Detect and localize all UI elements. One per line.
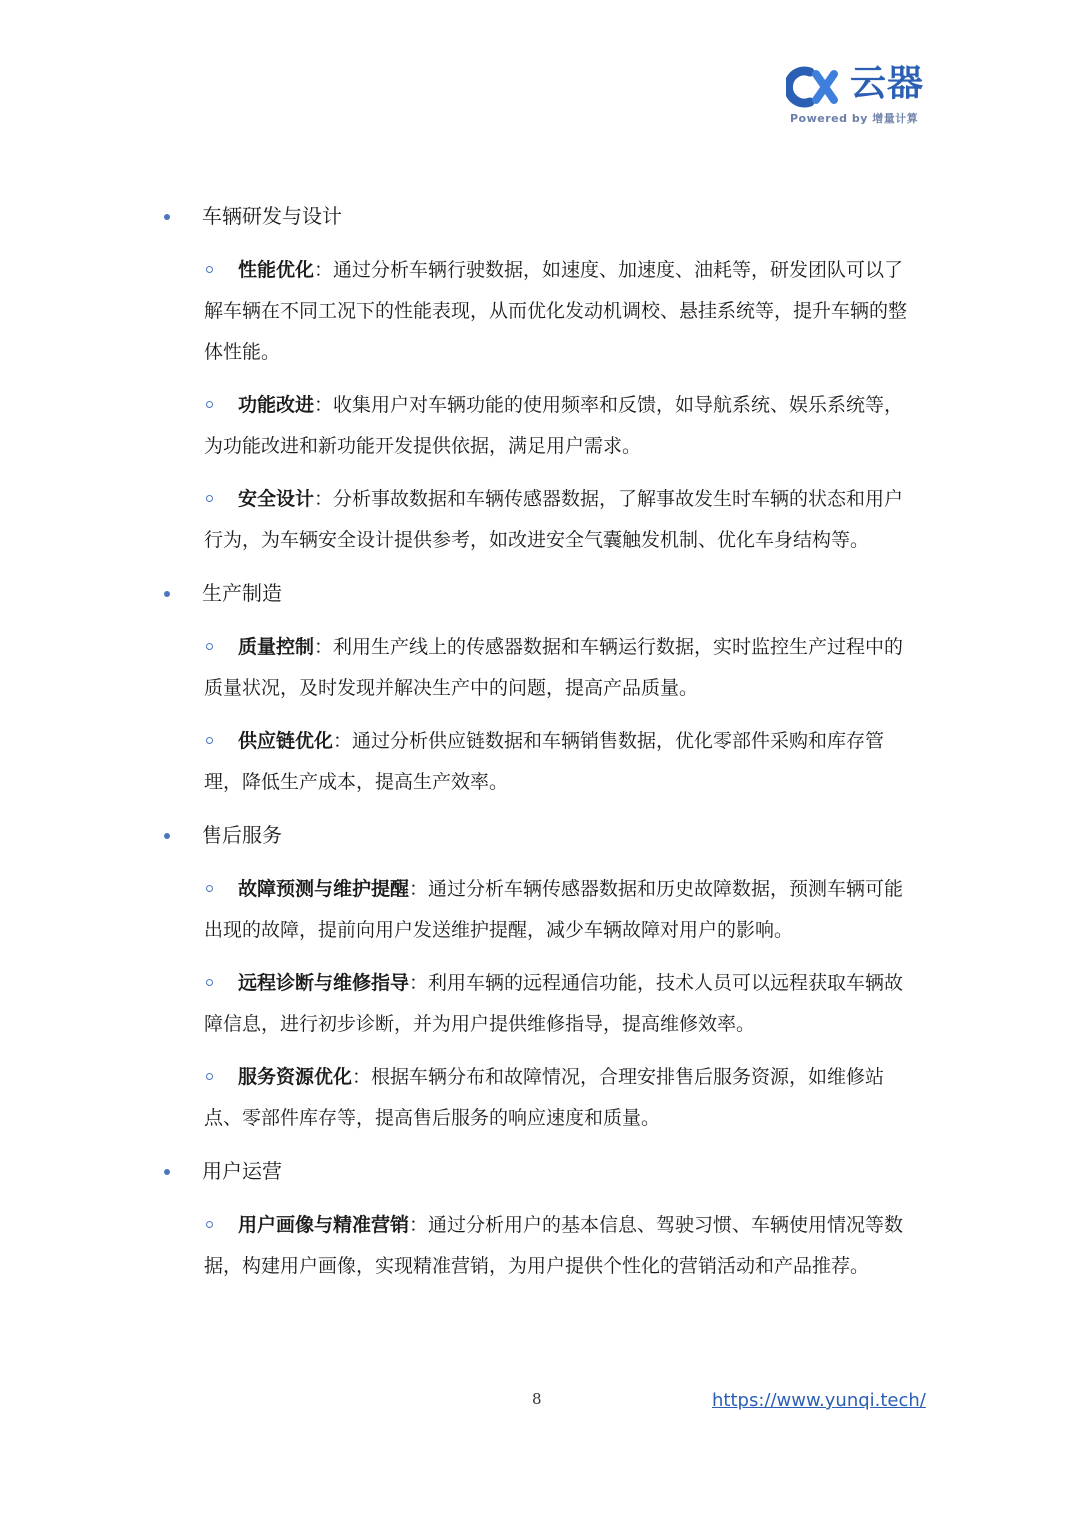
item-text: 收集用户对车辆功能的使用频率和反馈，如导航系统、娱乐系统等，为功能改进和新功能开发提供依据，满足用户需求。 — [204, 394, 904, 457]
section-title-after-sales — [160, 815, 920, 855]
item-text: 利用车辆的远程通信功能，技术人员可以远程获取车辆故障信息，进行初步诊断，并为用户提供维修指导，提高维修效率。 — [204, 972, 904, 1035]
item-term: 功能改进 — [238, 394, 315, 416]
list-item: 安全设计：分析事故数据和车辆传感器数据，了解事故发生时车辆的状态和用户行为，为车辆安全设计提供参考，如改进安全气囊触发机制、优化车身结构等。 — [204, 488, 904, 551]
section-title-text: 生产制造 — [202, 581, 282, 605]
item-term: 服务资源优化 — [238, 1066, 353, 1088]
footer-link[interactable]: https://www.yunqi.tech/ — [712, 1390, 926, 1411]
section-title-manufacturing — [160, 573, 920, 613]
item-term: 安全设计 — [238, 488, 315, 510]
list-item: 远程诊断与维修指导：利用车辆的远程通信功能，技术人员可以远程获取车辆故障信息，进行初步诊断，并为用户提供维修指导，提高维修效率。 — [204, 972, 904, 1035]
item-term: 性能优化 — [238, 259, 315, 281]
item-term: 质量控制 — [238, 636, 315, 658]
item-text: 通过分析供应链数据和车辆销售数据，优化零部件采购和库存管理，降低生产成本，提高生产效率。 — [204, 730, 885, 793]
bullet-icon — [164, 1169, 170, 1175]
section-title-rd — [160, 196, 920, 236]
sub-bullet-icon — [206, 1221, 213, 1228]
section-title-user-ops — [160, 1151, 920, 1191]
list-item: 服务资源优化：根据车辆分布和故障情况，合理安排售后服务资源，如维修站点、零部件库存等，提高售后服务的响应速度和质量。 — [204, 1066, 885, 1129]
bullet-icon — [164, 591, 170, 597]
brand-logo-icon — [786, 66, 848, 108]
section-title-text: 车辆研发与设计 — [202, 204, 342, 228]
item-text: 通过分析车辆传感器数据和历史故障数据，预测车辆可能出现的故障，提前向用户发送维护提醒，减少车辆故障对用户的影响。 — [204, 878, 904, 941]
item-term: 用户画像与精准营销 — [238, 1214, 410, 1236]
item-text: 通过分析车辆行驶数据，如速度、加速度、油耗等，研发团队可以了解车辆在不同工况下的性能表现，从而优化发动机调校、悬挂系统等，提升车辆的整体性能。 — [204, 259, 908, 363]
item-text: 利用生产线上的传感器数据和车辆运行数据，实时监控生产过程中的质量状况，及时发现并解决生产中的问题，提高产品质量。 — [204, 636, 904, 699]
sub-bullet-icon — [206, 643, 213, 650]
item-text: 通过分析用户的基本信息、驾驶习惯、车辆使用情况等数据，构建用户画像，实现精准营销，为用户提供个性化的营销活动和产品推荐。 — [204, 1214, 904, 1277]
item-text: 根据车辆分布和故障情况，合理安排售后服务资源，如维修站点、零部件库存等，提高售后服务的响应速度和质量。 — [204, 1066, 885, 1129]
list-item: 故障预测与维护提醒：通过分析车辆传感器数据和历史故障数据，预测车辆可能出现的故障，提前向用户发送维护提醒，减少车辆故障对用户的影响。 — [204, 878, 904, 941]
list-item: 功能改进：收集用户对车辆功能的使用频率和反馈，如导航系统、娱乐系统等，为功能改进和新功能开发提供依据，满足用户需求。 — [204, 394, 904, 457]
list-item: 性能优化：通过分析车辆行驶数据，如速度、加速度、油耗等，研发团队可以了解车辆在不同工况下的性能表现，从而优化发动机调校、悬挂系统等，提升车辆的整体性能。 — [204, 259, 908, 363]
brand-logo — [786, 62, 926, 132]
brand-name: 云器 — [850, 63, 925, 104]
section-title-text: 售后服务 — [202, 823, 282, 847]
sub-bullet-icon — [206, 1073, 213, 1080]
item-term: 远程诊断与维修指导 — [238, 972, 410, 994]
item-term: 供应链优化 — [238, 730, 334, 752]
sub-bullet-icon — [206, 885, 213, 892]
bullet-icon — [164, 833, 170, 839]
list-item: 质量控制：利用生产线上的传感器数据和车辆运行数据，实时监控生产过程中的质量状况，及时发现并解决生产中的问题，提高产品质量。 — [204, 636, 904, 699]
sub-bullet-icon — [206, 737, 213, 744]
sub-bullet-icon — [206, 401, 213, 408]
page-number: 8 — [532, 1390, 542, 1408]
list-item: 用户画像与精准营销：通过分析用户的基本信息、驾驶习惯、车辆使用情况等数据，构建用户画像，实现精准营销，为用户提供个性化的营销活动和产品推荐。 — [204, 1214, 904, 1277]
brand-tagline: Powered by 增量计算 — [790, 112, 919, 125]
section-title-text: 用户运营 — [202, 1159, 282, 1183]
sub-bullet-icon — [206, 495, 213, 502]
list-item: 供应链优化：通过分析供应链数据和车辆销售数据，优化零部件采购和库存管理，降低生产成本，提高生产效率。 — [204, 730, 885, 793]
document-body — [160, 196, 920, 1299]
item-term: 故障预测与维护提醒 — [238, 878, 410, 900]
item-text: 分析事故数据和车辆传感器数据，了解事故发生时车辆的状态和用户行为，为车辆安全设计提供参考，如改进安全气囊触发机制、优化车身结构等。 — [204, 488, 904, 551]
sub-bullet-icon — [206, 979, 213, 986]
sub-bullet-icon — [206, 266, 213, 273]
bullet-icon — [164, 214, 170, 220]
